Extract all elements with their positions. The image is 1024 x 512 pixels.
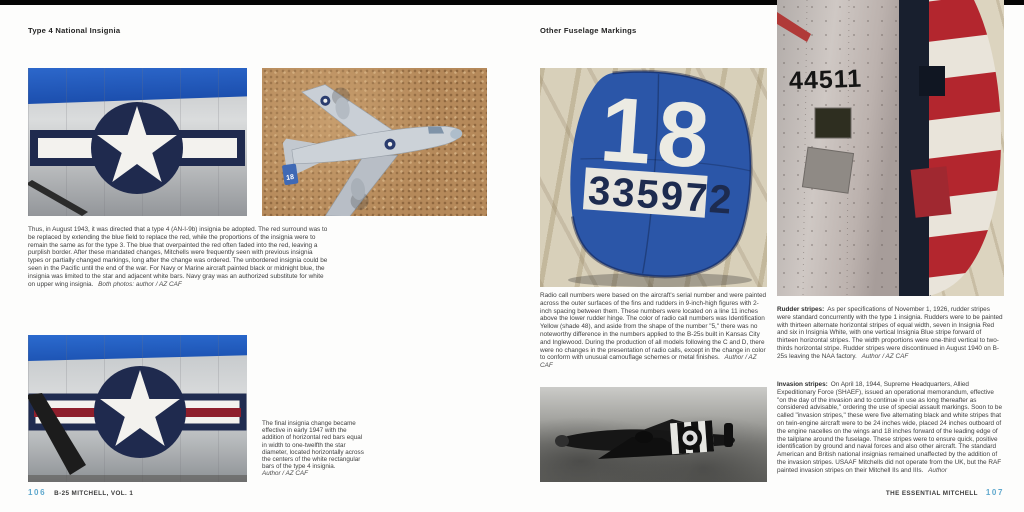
engine-nacelle <box>635 431 653 443</box>
fin-access-panel <box>802 147 853 193</box>
invasion-stripes-paragraph <box>777 381 1004 475</box>
b25-aircraft-graphic <box>262 68 487 216</box>
blue-vertical-stripe <box>899 0 931 296</box>
left-body-text: Thus, in August 1943, it was directed that a type 4 (AN-I-9b) insignia be adopted. The red surround was to be replaced by extending the blue field to replace the red, while the proportions of the insignia were to remain the same as for the type 3. The blue that overpainted the red often faded into the red, leaving a purplish border. After these mandated changes, Mitchells were frequently seen with previous insignia types or partially changed markings, long after the change was ordered. The unbordered insignia could be seen in the Pacific until the end of the war. For Navy or Marine aircraft painted black or midnight blue, the insignia was limited to the star and adjacent white bars. Navy gray was an authorized substitute for white on upper wing insignia. <box>28 226 328 288</box>
right-footer <box>777 488 1004 497</box>
radio-call-text: Radio call numbers were based on the aircraft's serial number and were painted across the outer surfaces of the fins and rudders in 9-inch-high figures with 2-inch spacing between them. These numbers were located on a line 11 inches above the lower rudder hinge. The color of radio call numbers was Identification Yellow (shade 48), and aside from the shape of the number "5," there was no noteworthy difference in the numbers applied to the B-25s built in Kansas City and Inglewood. During the production of all models following the C and D, there were no changes in the presentation of radio calls, except in the change in color to conform with unusual camouflage schemes or metal finishes. <box>540 292 767 362</box>
fin-hatch <box>815 108 851 138</box>
left-caption-text: The final insignia change became effective in early 1947 with the addition of horizontal red bars equal in width to one-twelfth the star diameter, located horizontally across the centers of the white rectangular bars of the type 4 insignia. <box>262 420 364 471</box>
tail-serial-number: 335972 <box>586 168 735 223</box>
rudder-trim-tab <box>911 166 952 218</box>
desert-flight-photo <box>262 68 487 216</box>
rudder-stripes-graphic <box>777 0 1004 296</box>
left-footer <box>28 488 133 497</box>
rudder-stripes-photo <box>777 0 1004 296</box>
rudder-stripes-paragraph <box>777 306 1004 361</box>
rudder-stripes-credit: Author / AZ CAF <box>861 352 909 360</box>
glazed-nose <box>555 435 569 447</box>
invasion-stripes-text: On April 18, 1944, Supreme Headquarters, Allied Expeditionary Force (SHAEF), issued an operational memorandum, effective "on the day of the invasion and to continue in use as long thereafter as considered advisable," ordering the use of special assault markings. Soon to be called "invasion stripes," these were five alternating black and white stripes that on twin-engine aircraft were to be 24 inches wide, placed 24 inches outboard of the engine nacelles on the wings and 18 inches forward of the leading edge of the tailplane around the fuselage. These stripes were to ensure quick, positive identification by ground and naval forces and also other aircraft. The standard American and British national insignias remained unaffected by the addition of the invasion stripes. USAAF Mitchells did not operate from the UK, but the RAF painted invasion stripes on their Mitchell IIs and IIIs. <box>777 381 1003 474</box>
invasion-stripes-photo <box>540 387 767 482</box>
fin-serial-number: 44511 <box>788 64 863 96</box>
rudder-stripes-text: As per specifications of November 1, 1926, rudder stripes were standard concurrently with the type 1 insignia. Rudders were to be painted with thirteen alternate horizontal stripes of equal width, seven in Insignia Red and six in Insignia White, with one vertical Insignia Blue stripe forward of thirteen horizontal stripes. The width proportions were one-third vertical to two-thirds horizontal stripe. Rudder stripes were discontinued in August 1940 on B-25s leaving the NAA factory. <box>777 306 1003 360</box>
tail-number: 18 <box>285 173 295 182</box>
raf-mitchell-graphic <box>540 387 767 482</box>
left-page-heading: Type 4 National Insignia <box>28 26 121 35</box>
right-footer-label: THE ESSENTIAL MITCHELL <box>885 490 978 497</box>
left-body-credit: Both photos: author / AZ CAF <box>98 280 182 288</box>
blue-tail-graphic <box>540 68 767 287</box>
antenna-shadow <box>28 180 88 216</box>
hinge-hardware <box>919 66 945 96</box>
type4-red-bar-insignia-photo <box>28 335 247 482</box>
tail-number-large: 18 <box>597 78 719 189</box>
type4-insignia-graphic <box>28 68 247 216</box>
left-page-number: 106 <box>28 488 47 497</box>
raf-roundel-center <box>687 435 694 442</box>
rudder-striped-surface <box>929 0 1001 296</box>
insignia-1947-graphic <box>28 335 247 482</box>
invasion-stripes-credit: Author <box>928 466 947 474</box>
radio-call-credit: Author / AZ CAF <box>540 354 757 370</box>
left-body-paragraph <box>28 226 329 288</box>
left-footer-label: B-25 MITCHELL, VOL. 1 <box>54 490 134 497</box>
blue-tail-photo <box>540 68 767 287</box>
right-page-number: 107 <box>985 488 1004 497</box>
right-page-heading: Other Fuselage Markings <box>540 26 637 35</box>
tail-fin-silhouette <box>724 423 733 447</box>
fin-rivets <box>777 0 899 296</box>
invasion-stripes-lead: Invasion stripes: <box>777 381 828 388</box>
radio-call-paragraph <box>540 292 767 370</box>
left-caption <box>262 420 368 478</box>
rudder-stripes-lead: Rudder stripes: <box>777 306 825 313</box>
shadow-strip <box>28 475 247 482</box>
left-caption-credit: Author / AZ CAF <box>262 470 308 478</box>
type4-insignia-photo <box>28 68 247 216</box>
